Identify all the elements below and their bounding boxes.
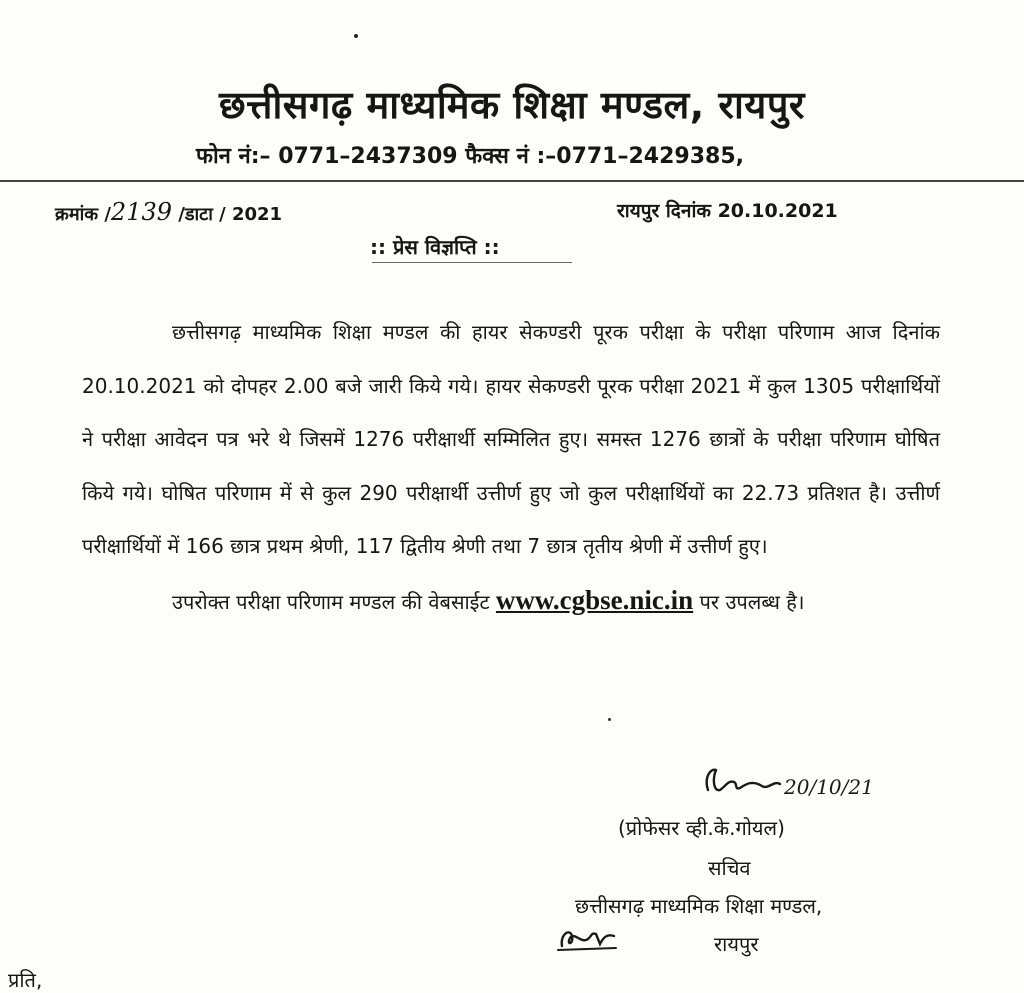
signature-date: 20/10/21 <box>784 775 874 799</box>
signature-image <box>700 760 900 804</box>
release-body <box>82 306 940 629</box>
signatory-city: रायपुर <box>714 932 759 956</box>
stray-mark <box>354 34 358 38</box>
reference-prefix: क्रमांक / <box>55 204 111 225</box>
reference-number <box>55 198 282 226</box>
issue-date: रायपुर दिनांक 20.10.2021 <box>617 200 838 222</box>
press-release-heading: :: प्रेस विज्ञप्ति :: <box>370 235 500 259</box>
reference-handwritten-number: 2139 <box>110 198 172 226</box>
board-title: छत्तीसगढ़ माध्यमिक शिक्षा मण्डल, रायपुर <box>219 83 805 127</box>
heading-underline <box>372 262 572 263</box>
paragraph-2-end: पर उपलब्ध है। <box>693 589 805 614</box>
signatory-organization: छत्तीसगढ़ माध्यमिक शिक्षा मण्डल, <box>575 894 823 918</box>
distribution-label: प्रति, <box>8 968 43 992</box>
body-paragraph-1: छत्तीसगढ़ माध्यमिक शिक्षा मण्डल की हायर सेकण्डरी पूरक परीक्षा के परीक्षा परिणाम आज दिनांक 20.10.2021 को दोपहर 2.00 बजे जारी किये गये। हायर सेकण्डरी पूरक परीक्षा 2021 में कुल 1305 परीक्षार्थियों ने परीक्षा आवेदन पत्र भरे थे जिसमें 1276 परीक्षार्थी सम्मिलित हुए। समस्त 1276 छात्रों के परीक्षा परिणाम घोषित किये गये। घोषित परिणाम में से कुल 290 परीक्षार्थी उत्तीर्ण हुए जो कुल परीक्षार्थियों का 22.73 प्रतिशत है। उत्तीर्ण परीक्षार्थियों में 166 छात्र प्रथम श्रेणी, 117 द्वितीय श्रेणी तथा 7 छात्र तृतीय श्रेणी में उत्तीर्ण हुए। <box>82 320 940 558</box>
initials-mark <box>556 924 620 954</box>
contact-line: फोन नं:– 0771–2437309 फैक्स नं :–0771–2429385, <box>196 144 744 169</box>
website-link[interactable]: www.cgbse.nic.in <box>495 584 694 615</box>
paragraph-2-start: उपरोक्त परीक्षा परिणाम मण्डल की वेबसाईट <box>172 589 496 614</box>
reference-suffix: /डाटा / 2021 <box>172 204 283 225</box>
header-divider <box>0 180 1024 182</box>
signatory-designation: सचिव <box>708 856 751 880</box>
stray-mark-2 <box>608 718 611 721</box>
signatory-name: (प्रोफेसर व्ही.के.गोयल) <box>618 816 785 840</box>
body-paragraph-2 <box>82 574 940 630</box>
